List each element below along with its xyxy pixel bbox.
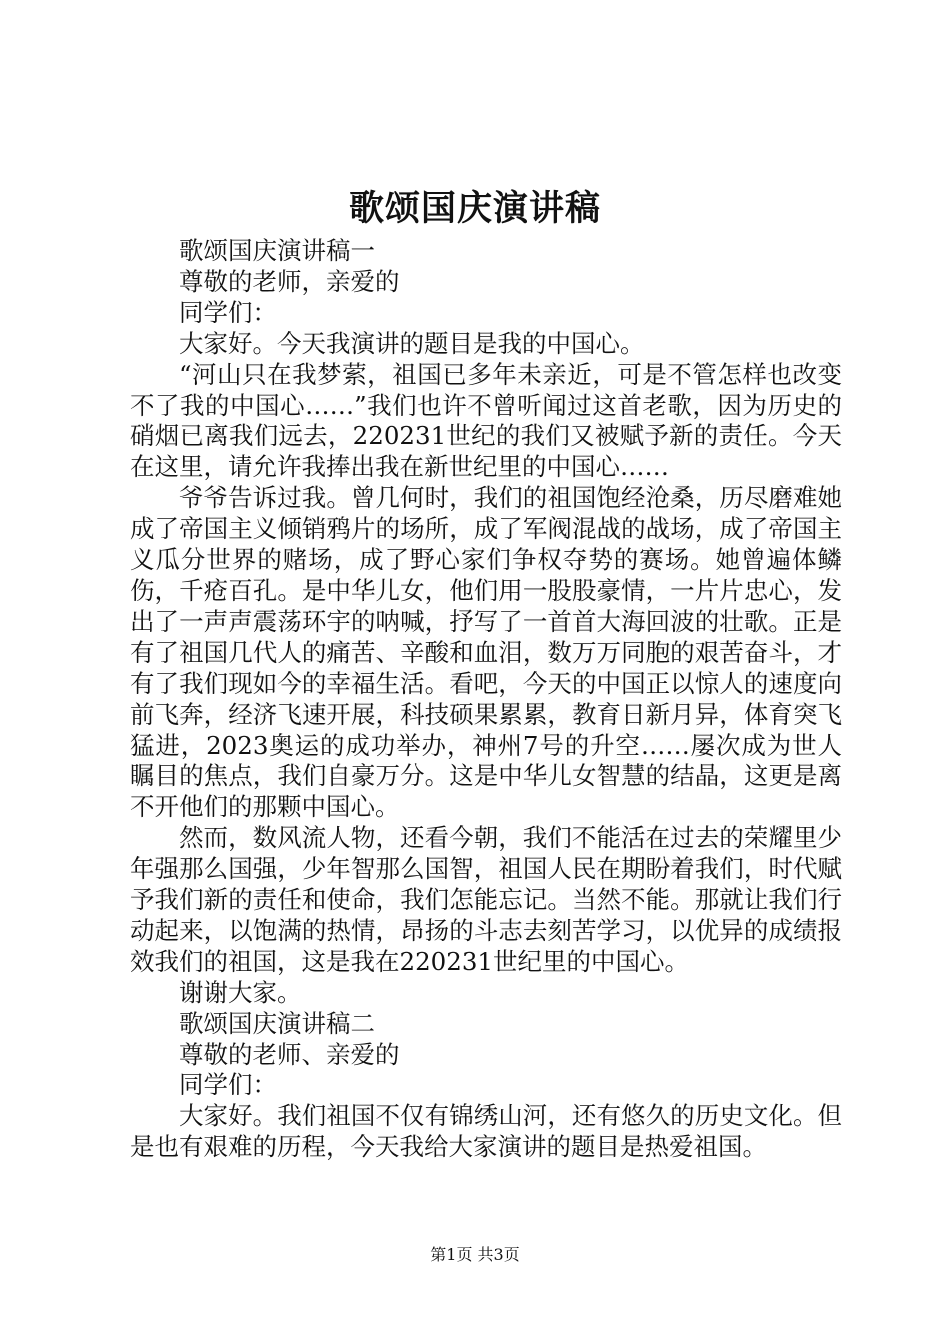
paragraph: 歌颂国庆演讲稿一 — [179, 236, 375, 265]
paragraph: 同学们： — [179, 297, 277, 327]
paragraph: “河山只在我梦萦，祖国已多年未亲近，可是不管怎样也改变不了我的中国心……”我们也许不曾听闻过这首老歌，因为历史的硝烟已离我们远去，220231世纪的我们又被赋予新的责任。今天在这里，请允许我捧出我在新世纪里的中国心…… — [130, 359, 842, 482]
document-body — [130, 236, 842, 1163]
document-title: 歌颂国庆演讲稿 — [348, 188, 601, 229]
paragraph: 大家好。今天我演讲的题目是我的中国心。 — [179, 328, 645, 358]
paragraph: 同学们： — [179, 1070, 277, 1100]
paragraph: 大家好。我们祖国不仅有锦绣山河，还有悠久的历史文化。但是也有艰难的历程，今天我给大家演讲的题目是热爱祖国。 — [130, 1101, 842, 1162]
paragraph: 谢谢大家。 — [179, 977, 302, 1007]
paragraph: 尊敬的老师，亲爱的 — [179, 266, 400, 296]
paragraph: 尊敬的老师、亲爱的 — [179, 1039, 400, 1069]
paragraph: 然而，数风流人物，还看今朝，我们不能活在过去的荣耀里少年强那么国强，少年智那么国智，祖国人民在期盼着我们，时代赋予我们新的责任和使命，我们怎能忘记。当然不能。那就让我们行动起来，以饱满的热情，昂扬的斗志去刻苦学习，以优异的成绩报效我们的祖国，这是我在220231世纪里的中国心。 — [130, 823, 842, 976]
page-footer: 第1页 共3页 — [430, 1245, 520, 1264]
paragraph: 歌颂国庆演讲稿二 — [179, 1008, 375, 1038]
paragraph: 爷爷告诉过我。曾几何时，我们的祖国饱经沧桑，历尽磨难她成了帝国主义倾销鸦片的场所，成了军阀混战的战场，成了帝国主义瓜分世界的赌场，成了野心家们争权夺势的赛场。她曾遍体鳞伤，千疮百孔。是中华儿女，他们用一股股豪情，一片片忠心，发出了一声声震荡环宇的呐喊，抒写了一首首大海回波的壮歌。正是有了祖国几代人的痛苦、辛酸和血泪，数万万同胞的艰苦奋斗，才有了我们现如今的幸福生活。看吧，今天的中国正以惊人的速度向前飞奔，经济飞速开展，科技硕果累累，教育日新月异，体育突飞猛进，2023奥运的成功举办，神州7号的升空……屡次成为世人瞩目的焦点，我们自豪万分。这是中华儿女智慧的结晶，这更是离不开他们的那颗中国心。 — [130, 483, 842, 822]
